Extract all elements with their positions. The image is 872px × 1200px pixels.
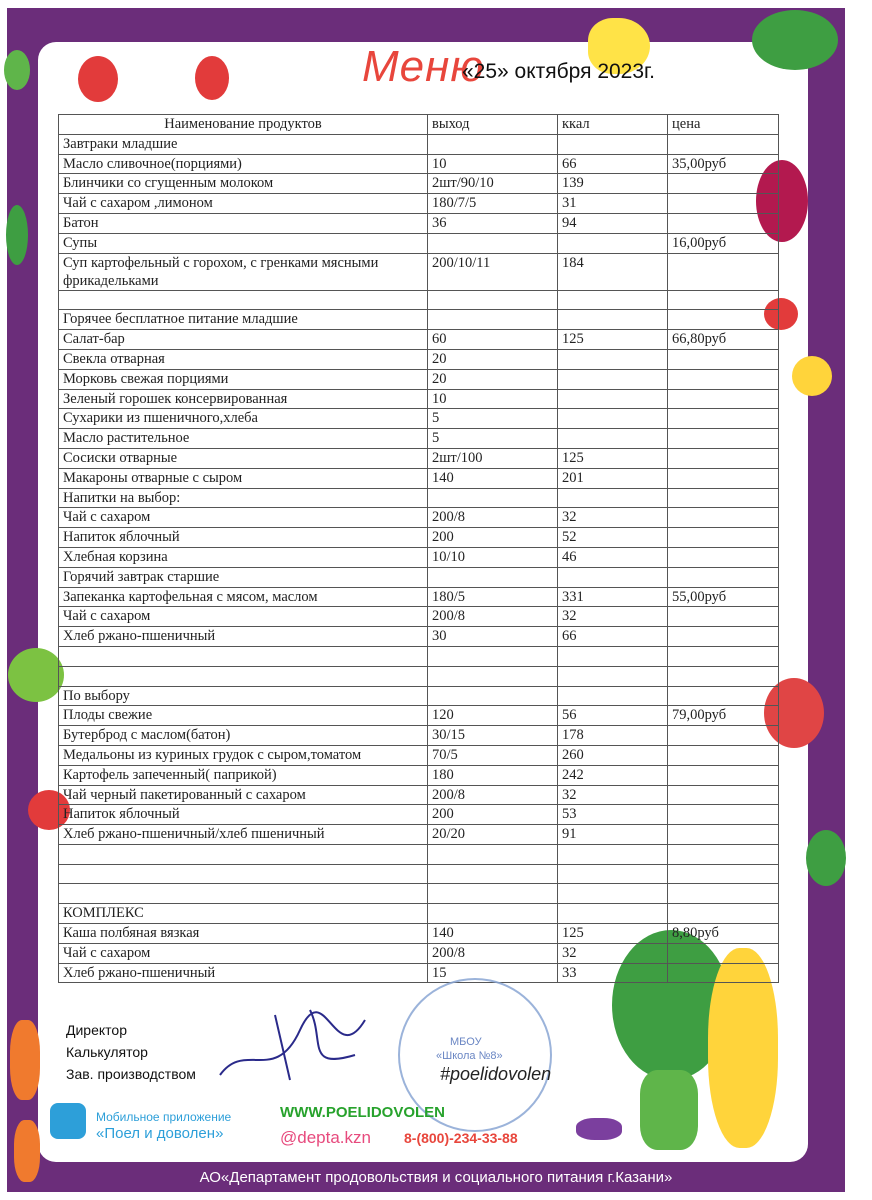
item-name: Чай с сахаром [59,508,428,528]
item-kcal: 32 [558,508,668,528]
section-row [59,134,779,154]
item-portion [428,884,558,904]
item-portion [428,567,558,587]
item-kcal [558,290,668,310]
item-price [668,528,779,548]
item-kcal: 32 [558,785,668,805]
item-name: Горячее бесплатное питание младшие [59,310,428,330]
table-row [59,349,779,369]
table-row [59,765,779,785]
item-kcal: 125 [558,330,668,350]
item-portion: 200/8 [428,785,558,805]
item-name [59,666,428,686]
table-row [59,547,779,567]
item-name: Завтраки младшие [59,134,428,154]
item-kcal: 32 [558,943,668,963]
table-row [59,726,779,746]
table-row [59,587,779,607]
item-kcal [558,686,668,706]
item-portion: 200 [428,805,558,825]
table-row [59,194,779,214]
item-portion: 60 [428,330,558,350]
item-price: 55,00руб [668,587,779,607]
item-name: Чай с сахаром [59,943,428,963]
item-portion [428,290,558,310]
column-header: Наименование продуктов [59,115,428,135]
table-row [59,805,779,825]
menu-body [59,134,779,983]
item-kcal [558,567,668,587]
item-name [59,864,428,884]
item-portion: 5 [428,429,558,449]
item-portion: 10/10 [428,547,558,567]
item-kcal [558,646,668,666]
table-row [59,607,779,627]
item-portion: 10 [428,154,558,174]
signature-label-director: Директор [66,1022,127,1038]
item-name [59,844,428,864]
item-name: Хлеб ржано-пшеничный/хлеб пшеничный [59,825,428,845]
table-row [59,508,779,528]
item-portion: 20 [428,369,558,389]
item-kcal: 94 [558,213,668,233]
table-row [59,488,779,508]
table-row [59,468,779,488]
item-name: Блинчики со сгущенным молоком [59,174,428,194]
item-kcal: 66 [558,154,668,174]
candy-icon [576,1118,622,1140]
table-row [59,864,779,884]
item-kcal [558,844,668,864]
item-price [668,627,779,647]
table-row [59,844,779,864]
item-name: Чай черный пакетированный с сахаром [59,785,428,805]
instagram-handle[interactable]: @depta.kzn [280,1128,371,1147]
table-row [59,646,779,666]
item-name: Макароны отварные с сыром [59,468,428,488]
apple-character-icon [8,648,64,702]
item-kcal: 260 [558,745,668,765]
item-kcal: 91 [558,825,668,845]
item-price: 8,80руб [668,924,779,944]
tomato-character-icon [78,56,118,102]
item-portion: 120 [428,706,558,726]
section-row [59,686,779,706]
item-price [668,904,779,924]
item-kcal: 33 [558,963,668,983]
table-row [59,943,779,963]
item-portion: 200/8 [428,607,558,627]
item-kcal [558,864,668,884]
item-kcal: 139 [558,174,668,194]
item-name: Бутерброд с маслом(батон) [59,726,428,746]
item-kcal [558,429,668,449]
item-kcal [558,884,668,904]
item-price [668,844,779,864]
item-portion: 140 [428,924,558,944]
carrot-character-icon [10,1020,40,1100]
item-price [668,468,779,488]
item-kcal [558,904,668,924]
item-name: По выбору [59,686,428,706]
app-name: «Поел и доволен» [96,1125,224,1142]
item-name: Напиток яблочный [59,805,428,825]
item-kcal: 52 [558,528,668,548]
table-row [59,154,779,174]
app-label: Мобильное приложение [96,1110,232,1124]
table-row [59,745,779,765]
item-portion [428,844,558,864]
table-row [59,884,779,904]
item-price [668,864,779,884]
item-name: Медальоны из куриных грудок с сыром,томатом [59,745,428,765]
item-price [668,448,779,468]
item-price [668,310,779,330]
item-price: 16,00руб [668,233,779,253]
item-portion [428,310,558,330]
item-name: Морковь свежая порциями [59,369,428,389]
item-kcal [558,369,668,389]
item-name: Напитки на выбор: [59,488,428,508]
item-portion: 15 [428,963,558,983]
item-kcal [558,233,668,253]
item-price [668,369,779,389]
item-name: Хлеб ржано-пшеничный [59,963,428,983]
table-row [59,429,779,449]
column-header: ккал [558,115,668,135]
phone-number[interactable]: 8-(800)-234-33-88 [404,1130,518,1146]
item-price: 79,00руб [668,706,779,726]
item-price [668,607,779,627]
footer-org-name: АО«Департамент продовольствия и социального питания г.Казани» [199,1169,673,1186]
item-name: Масло сливочное(порциями) [59,154,428,174]
item-portion: 70/5 [428,745,558,765]
section-row [59,310,779,330]
item-price [668,194,779,214]
item-portion: 200 [428,528,558,548]
item-portion: 180 [428,765,558,785]
item-name: Батон [59,213,428,233]
menu-date: «25» октября 2023г. [462,60,655,83]
item-portion: 2шт/90/10 [428,174,558,194]
column-header: цена [668,115,779,135]
mobile-app-icon [50,1103,86,1139]
table-row [59,213,779,233]
lettuce-icon [752,10,838,70]
item-portion: 30/15 [428,726,558,746]
section-row [59,233,779,253]
item-kcal: 53 [558,805,668,825]
item-price [668,745,779,765]
table-row [59,174,779,194]
item-price [668,389,779,409]
item-portion: 5 [428,409,558,429]
table-row [59,825,779,845]
item-price [668,666,779,686]
item-name: Горячий завтрак старшие [59,567,428,587]
item-name: Свекла отварная [59,349,428,369]
stamp-text: «Школа №8» [436,1050,503,1062]
item-price [668,825,779,845]
table-row [59,369,779,389]
item-portion: 36 [428,213,558,233]
item-name: Супы [59,233,428,253]
item-price [668,646,779,666]
item-kcal: 331 [558,587,668,607]
item-name [59,290,428,310]
item-portion [428,904,558,924]
item-portion: 200/10/11 [428,253,558,290]
item-kcal: 184 [558,253,668,290]
item-portion: 20 [428,349,558,369]
item-price [668,213,779,233]
tomato-character-icon [195,56,229,100]
item-kcal: 125 [558,924,668,944]
item-price [668,884,779,904]
item-name: Каша полбяная вязкая [59,924,428,944]
item-price [668,134,779,154]
item-name: Зеленый горошек консервированная [59,389,428,409]
item-price [668,805,779,825]
menu-table [58,114,779,983]
item-price [668,174,779,194]
table-row [59,448,779,468]
item-portion: 2шт/100 [428,448,558,468]
item-name: Чай с сахаром ,лимоном [59,194,428,214]
item-kcal [558,488,668,508]
table-row [59,666,779,686]
item-portion [428,666,558,686]
item-price [668,508,779,528]
item-kcal [558,349,668,369]
table-row [59,389,779,409]
item-name: Масло растительное [59,429,428,449]
item-price [668,963,779,983]
table-row [59,290,779,310]
table-row [59,409,779,429]
hashtag: #poelidovolen [440,1064,552,1084]
item-price [668,765,779,785]
item-name: Чай с сахаром [59,607,428,627]
website-link[interactable]: WWW.POELIDOVOLEN [280,1104,445,1121]
item-name: Картофель запеченный( паприкой) [59,765,428,785]
item-name: Хлеб ржано-пшеничный [59,627,428,647]
lettuce-icon [4,50,30,90]
table-row [59,785,779,805]
column-header: выход [428,115,558,135]
item-price [668,943,779,963]
item-portion [428,233,558,253]
item-price [668,785,779,805]
table-row [59,924,779,944]
item-name: Хлебная корзина [59,547,428,567]
item-price [668,567,779,587]
stamp-text: МБОУ [450,1036,482,1048]
item-name: Запеканка картофельная с мясом, маслом [59,587,428,607]
item-kcal [558,134,668,154]
item-price [668,290,779,310]
section-row [59,253,779,290]
item-name [59,884,428,904]
item-price [668,686,779,706]
item-portion [428,864,558,884]
item-kcal: 56 [558,706,668,726]
item-price [668,409,779,429]
item-kcal: 201 [558,468,668,488]
item-kcal: 66 [558,627,668,647]
item-kcal [558,310,668,330]
item-portion: 30 [428,627,558,647]
item-name: Салат-бар [59,330,428,350]
item-price [668,253,779,290]
item-portion [428,646,558,666]
signature-label-calculator: Калькулятор [66,1044,148,1060]
item-name: КОМПЛЕКС [59,904,428,924]
page-title: Меню [362,42,485,91]
item-portion: 140 [428,468,558,488]
lettuce-icon [806,830,846,886]
item-portion: 180/7/5 [428,194,558,214]
broccoli-stem-icon [640,1070,698,1150]
item-kcal: 32 [558,607,668,627]
table-row [59,528,779,548]
lettuce-icon [6,205,28,265]
item-kcal: 125 [558,448,668,468]
item-name: Сосиски отварные [59,448,428,468]
item-portion: 20/20 [428,825,558,845]
item-portion: 10 [428,389,558,409]
section-row [59,567,779,587]
table-header-row [59,115,779,135]
item-kcal [558,389,668,409]
item-portion [428,488,558,508]
item-name: Плоды свежие [59,706,428,726]
item-name: Напиток яблочный [59,528,428,548]
smile-emoji-icon [792,356,832,396]
item-price: 66,80руб [668,330,779,350]
item-portion [428,686,558,706]
item-price [668,547,779,567]
item-price [668,349,779,369]
section-row [59,904,779,924]
item-price [668,429,779,449]
item-portion: 200/8 [428,943,558,963]
item-kcal [558,409,668,429]
table-row [59,963,779,983]
item-kcal: 178 [558,726,668,746]
item-portion: 200/8 [428,508,558,528]
item-kcal: 46 [558,547,668,567]
item-kcal [558,666,668,686]
handwritten-signature [215,1000,375,1090]
item-portion: 180/5 [428,587,558,607]
table-row [59,706,779,726]
item-portion [428,134,558,154]
signature-label-production: Зав. производством [66,1066,196,1082]
table-row [59,330,779,350]
item-name [59,646,428,666]
item-price [668,726,779,746]
item-name: Сухарики из пшеничного,хлеба [59,409,428,429]
item-price: 35,00руб [668,154,779,174]
item-kcal: 242 [558,765,668,785]
item-price [668,488,779,508]
table-row [59,627,779,647]
item-name: Суп картофельный с горохом, с гренками мясными фрикадельками [59,253,428,290]
item-kcal: 31 [558,194,668,214]
